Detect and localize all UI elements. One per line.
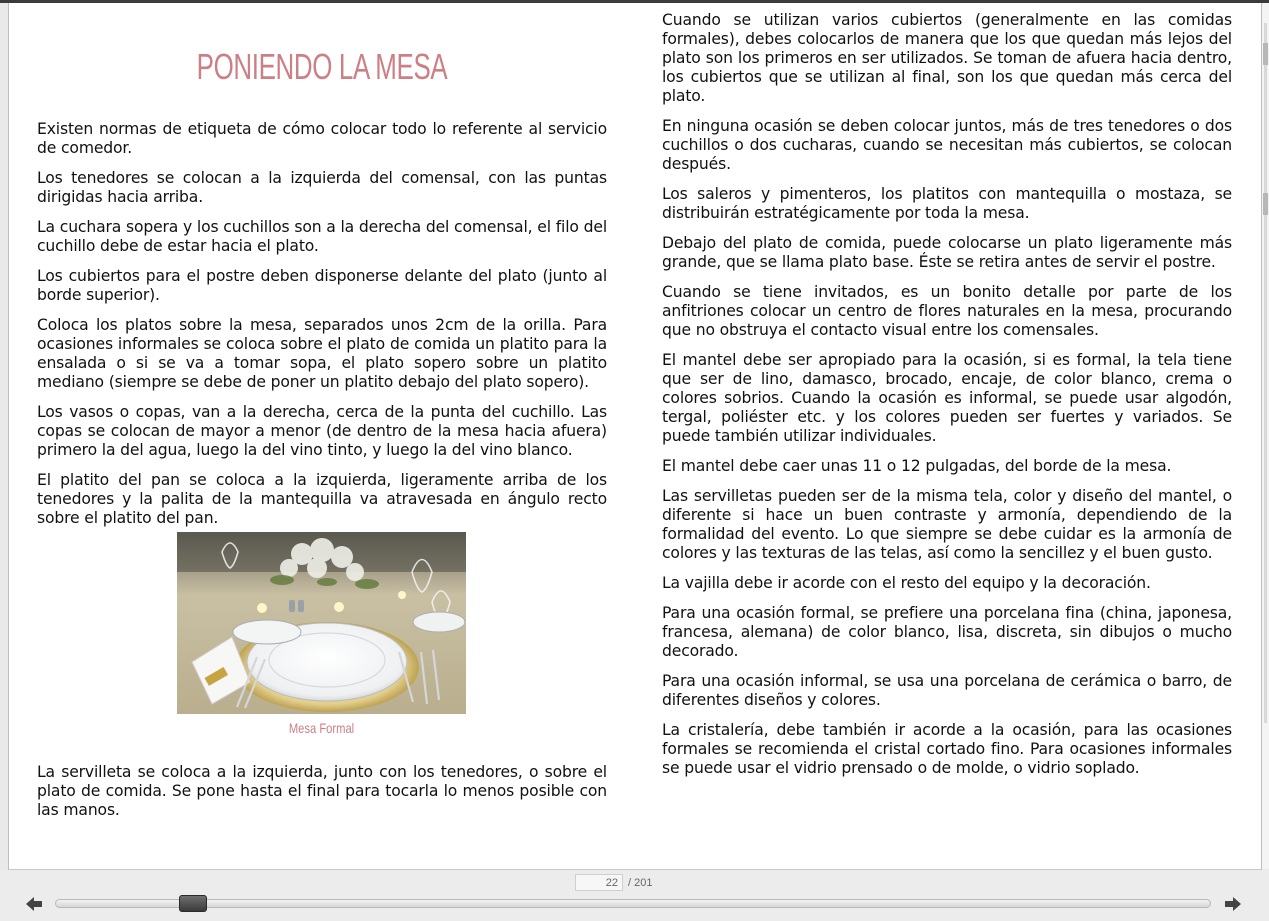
page-slider-thumb[interactable] [179,895,207,912]
next-page-arrow-icon[interactable] [1224,895,1242,913]
table-setting-figure [177,532,466,736]
total-pages-label: / 201 [628,877,653,889]
previous-page-arrow-icon[interactable] [25,895,43,913]
paragraph: La cristalería, debe también ir acorde a la ocasión, para las ocasiones formales se recomienda el cristal cortado fino. Para ocasiones informales se puede usar el vidrio prensado o de molde, o vidrio soplado. [662,721,1232,777]
paragraph: Para una ocasión formal, se prefiere una porcelana fina (china, japonesa, francesa, alemana) de color blanco, lisa, discreta, sin dibujos o mucho decorado. [662,604,1232,660]
paragraph: Existen normas de etiqueta de cómo colocar todo lo referente al servicio de comedor. [37,120,607,157]
paragraph: Los cubiertos para el postre deben disponerse delante del plato (junto al borde superior). [37,267,607,304]
scroll-rail [1264,23,1267,723]
paragraph: En ninguna ocasión se deben colocar juntos, más de tres tenedores o dos cuchillos o dos cucharas, cuando se necesitan más cubiertos, se colocan después. [662,117,1232,173]
paragraph: Cuando se tiene invitados, es un bonito detalle por parte de los anfitriones colocar un centro de flores naturales en la mesa, procurando que no obstruya el contacto visual entre los comensales. [662,283,1232,339]
paragraph: Los vasos o copas, van a la derecha, cerca de la punta del cuchillo. Las copas se colocan de mayor a menor (de dentro de la mesa hacia afuera) primero la del agua, luego la del vino tinto, y luego la del vino blanco. [37,403,607,459]
page-slider-track[interactable] [55,899,1211,908]
navigation-bar [0,870,1269,921]
table-setting-photo [177,532,466,714]
paragraph: La servilleta se coloca a la izquierda, junto con los tenedores, o sobre el plato de comida. Se pone hasta el final para tocarla lo menos posible con las manos. [37,763,607,819]
paragraph: El mantel debe ser apropiado para la ocasión, si es formal, la tela tiene que ser de lino, damasco, brocado, encaje, de color blanco, crema o colores sobrios. Cuando la ocasión es informal, se puede usar algodón, tergal, poliéster etc. y los colores pueden ser fuertes y variados. Se puede también utilizar individuales. [662,351,1232,445]
current-page-input[interactable]: 22 [575,874,623,891]
paragraph: Los saleros y pimenteros, los platitos con mantequilla o mostaza, se distribuirán estratégicamente por toda la mesa. [662,185,1232,222]
paragraph: Cuando se utilizan varios cubiertos (generalmente en las comidas formales), debes colocarlos de manera que los que quedan más lejos del plato son los primeros en ser utilizados. Se toman de afuera hacia dentro, los cubiertos que se utilizan al final, son los que quedan más cerca del plato. [662,11,1232,105]
paragraph: El platito del pan se coloca a la izquierda, ligeramente arriba de los tenedores y la palita de la mantequilla va atravesada en ángulo recto sobre el platito del pan. [37,471,607,527]
paragraph: Coloca los platos sobre la mesa, separados unos 2cm de la orilla. Para ocasiones informales se coloca sobre el plato de comida un platito para la ensalada o si se va a tomar sopa, el plato sopero sobre un platito mediano (siempre se debe de poner un platito debajo del plato sopero). [37,316,607,391]
paragraph: El mantel debe caer unas 11 o 12 pulgadas, del borde de la mesa. [662,457,1172,475]
paragraph: Para una ocasión informal, se usa una porcelana de cerámica o barro, de diferentes diseños y colores. [662,672,1232,709]
book-spread [8,3,1262,870]
paragraph: Debajo del plato de comida, puede colocarse un plato ligeramente más grande, que se llama plato base. Éste se retira antes de servir el postre. [662,234,1232,271]
paragraph: Los tenedores se colocan a la izquierda del comensal, con las puntas dirigidas hacia arriba. [37,169,607,206]
paragraph: Las servilletas pueden ser de la misma tela, color y diseño del mantel, o diferente si hace un buen contraste y armonía, dependiendo de la formalidad del evento. Lo que siempre se debe cuidar es la armonía de colores y las texturas de las telas, así como la sencillez y el buen gusto. [662,487,1232,562]
scroll-marker [1263,43,1268,65]
scroll-marker [1263,193,1268,215]
page-title: PONIENDO LA MESA [196,46,448,87]
paragraph: La vajilla debe ir acorde con el resto del equipo y la decoración. [662,574,1151,592]
figure-caption: Mesa Formal [288,720,355,736]
right-scrollbar[interactable] [1262,3,1269,869]
left-text-after-figure [37,763,607,831]
left-text-block [37,120,607,539]
right-page [662,11,1232,789]
paragraph: La cuchara sopera y los cuchillos son a la derecha del comensal, el filo del cuchillo debe de estar hacia el plato. [37,218,607,255]
